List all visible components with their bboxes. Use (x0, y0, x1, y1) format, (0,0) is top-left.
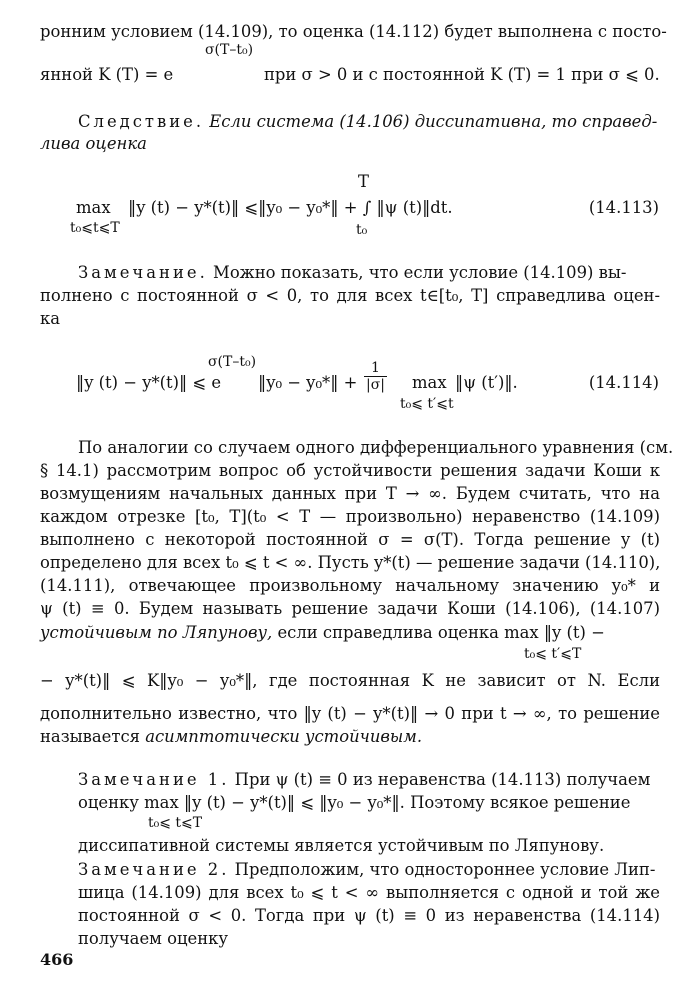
text-line: оценку max ‖y (t) − y*(t)‖ ⩽ ‖y₀ − y₀*‖. Поэтому всякое решение (78, 793, 631, 812)
text-line: дополнительно известно, что ‖y (t) − y*(t)‖ → 0 при t → ∞, то решение (40, 704, 660, 723)
corollary (78, 112, 660, 132)
remark (78, 263, 660, 283)
text-line: ψ (t) ≡ 0. Будем называть решение задачи Коши (14.106), (14.107) (40, 599, 660, 618)
text-line: диссипативной системы является устойчивым по Ляпунову. (78, 836, 605, 855)
remark-label: Замечание. (78, 263, 208, 282)
text-line: возмущениям начальных данных при T → ∞. Будем считать, что на (40, 484, 660, 503)
integral-lower-limit: t₀ (356, 222, 368, 238)
corollary-text: Если система (14.106) диссипативна, то справед- (209, 112, 658, 131)
text-line: шица (14.109) для всех t₀ ⩽ t < ∞ выполняется с одной и той же (78, 883, 660, 902)
text-line: ронним условием (14.109), то оценка (14.112) будет выполнена с посто- (40, 22, 667, 41)
corollary-text: лива оценка (40, 134, 147, 153)
equation-right: ‖ψ (t′)‖. (455, 373, 518, 392)
equation-number: (14.113) (588, 198, 659, 217)
text-line: постоянной σ < 0. Тогда при ψ (t) ≡ 0 из неравенства (14.114) (78, 906, 660, 925)
text-line: при σ > 0 и с постоянной K (T) = 1 при σ ⩽ 0. (264, 65, 660, 84)
text-line: определено для всех t₀ ⩽ t < ∞. Пусть y*(t) — решение задачи (14.110), (40, 553, 661, 572)
equation-number: (14.114) (588, 373, 659, 392)
remark (78, 860, 660, 880)
term-asymptotic: асимптотически устойчивым. (145, 727, 423, 746)
text-fragment: называется (40, 727, 140, 746)
equation-left: ‖y (t) − y*(t)‖ ⩽ e (76, 373, 222, 392)
exponent: σ(T–t₀) (208, 354, 257, 370)
exponent: σ(T–t₀) (205, 42, 254, 58)
text-line (40, 623, 660, 643)
remark-label: Замечание 2. (78, 860, 230, 879)
text-line: получаем оценку (78, 929, 229, 948)
remark-text: При ψ (t) ≡ 0 из неравенства (14.113) получаем (234, 770, 651, 789)
text-line: (14.111), отвечающее произвольному начальному значению y₀* и (40, 576, 660, 595)
max-subscript: t₀⩽ t⩽T (148, 815, 203, 831)
equation-mid: ‖y₀ − y₀*‖ + (258, 373, 358, 392)
page-number: 466 (40, 950, 74, 969)
equation-body: ‖y (t) − y*(t)‖ ⩽‖y₀ − y₀*‖ + ∫ ‖ψ (t)‖dt. (128, 198, 453, 217)
max-subscript: t₀⩽ t′⩽T (524, 646, 582, 662)
fraction-denominator: |σ| (366, 377, 385, 393)
text-line: янной K (T) = e (40, 65, 174, 84)
fraction (364, 360, 387, 393)
text-line: полнено с постоянной σ < 0, то для всех t∈[t₀, T] справедлива оцен- (40, 286, 660, 305)
remark (78, 770, 660, 790)
max-operator: max (76, 198, 111, 217)
max-operator: max (412, 373, 447, 392)
text-line: ка (40, 309, 61, 328)
corollary-label: Следствие. (78, 112, 205, 131)
remark-text: Можно показать, что если условие (14.109) вы- (213, 263, 627, 282)
text-line: каждом отрезке [t₀, T](t₀ < T — произвольно) неравенство (14.109) (40, 507, 660, 526)
text-line: − y*(t)‖ ⩽ K‖y₀ − y₀*‖, где постоянная K не зависит от N. Если (40, 671, 660, 690)
text-line: § 14.1) рассмотрим вопрос об устойчивости решения задачи Коши к (40, 461, 660, 480)
fraction-numerator: 1 (364, 360, 387, 377)
remark-text: Предположим, что одностороннее условие Лип- (234, 860, 656, 879)
max-subscript: t₀⩽ t′⩽t (400, 396, 454, 412)
max-subscript: t₀⩽t⩽T (70, 220, 120, 236)
text-line (40, 727, 660, 747)
text-line: выполнено с некоторой постоянной σ = σ(T). Тогда решение y (t) (40, 530, 660, 549)
remark-label: Замечание 1. (78, 770, 230, 789)
integral-upper-limit: T (358, 172, 369, 191)
text-fragment: если справедлива оценка max ‖y (t) − (277, 623, 605, 642)
text-line: По аналогии со случаем одного дифференциального уравнения (см. (78, 438, 674, 457)
term-lyapunov: устойчивым по Ляпунову, (40, 623, 273, 642)
